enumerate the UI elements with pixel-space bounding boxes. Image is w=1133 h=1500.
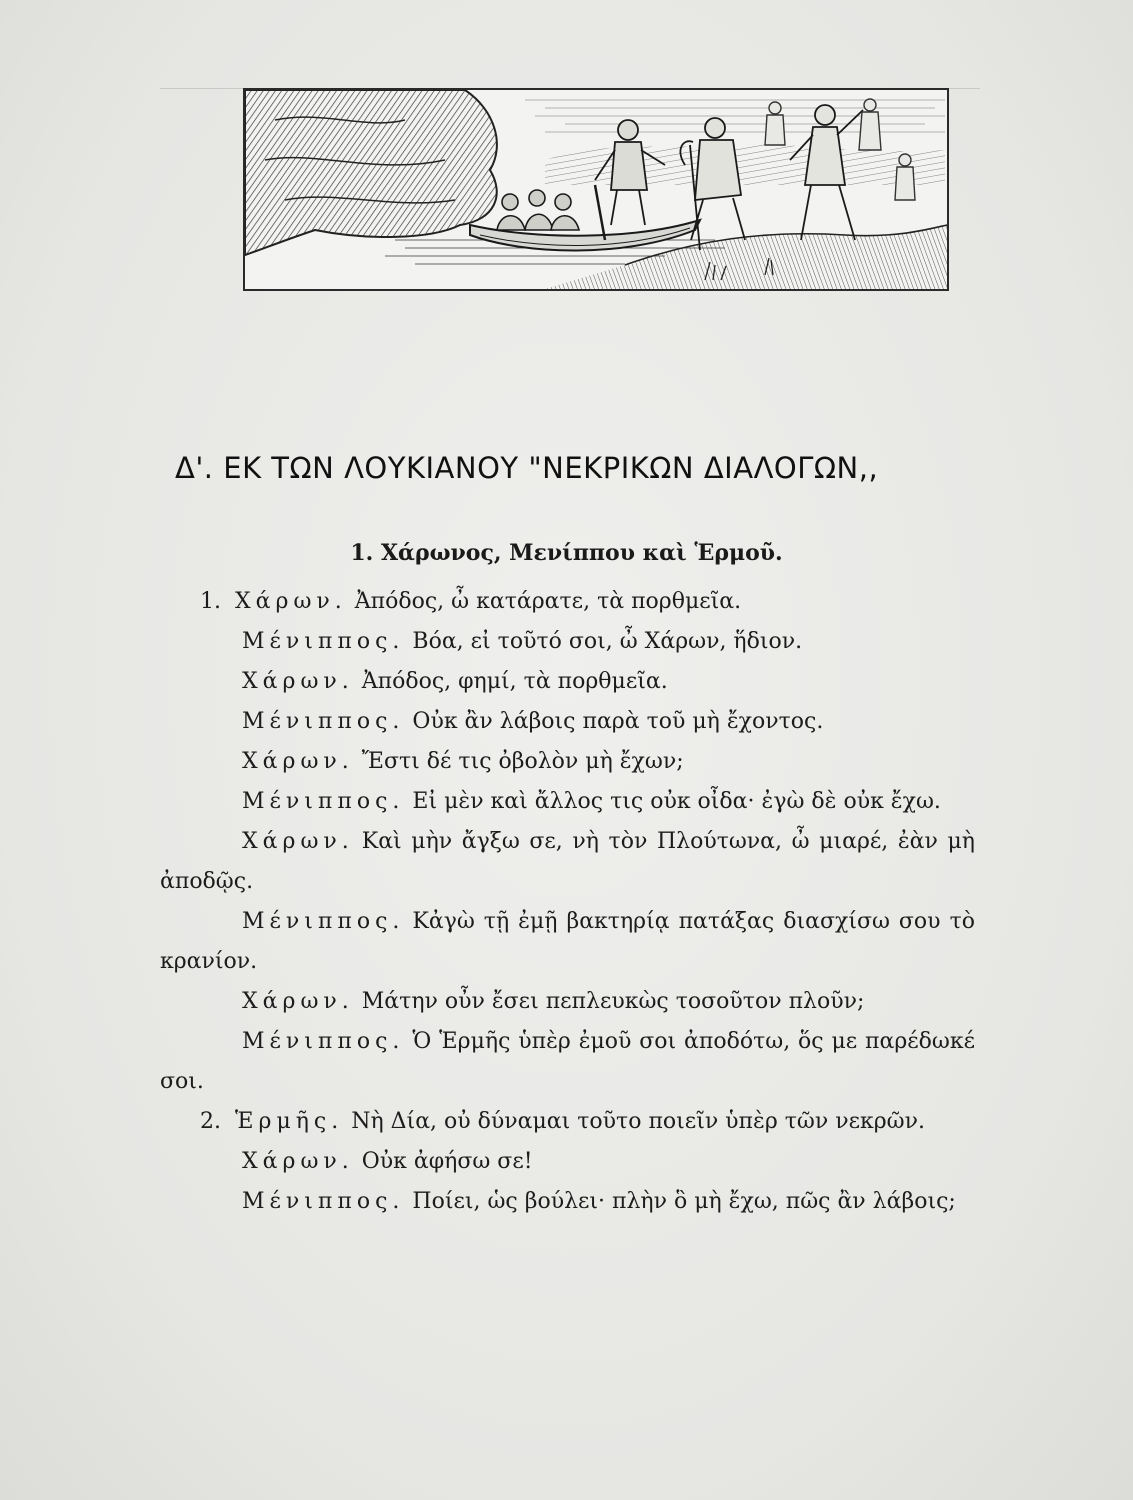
speaker-name: Χάρων. (242, 749, 354, 774)
speech-text: Μάτην οὖν ἔσει πεπλευκὼς τοσοῦτον πλοῦν; (361, 989, 865, 1014)
illustration-vignette (243, 88, 949, 291)
charon-boat-engraving-icon (245, 90, 947, 289)
speaker-name: Χάρων. (242, 829, 354, 854)
dialogue-line (160, 1142, 975, 1182)
dialogue-line (160, 1182, 975, 1222)
speaker-name: Χάρων. (242, 1149, 354, 1174)
speech-text: Βόα, εἰ τοῦτό σοι, ὦ Χάρων, ἥδιον. (412, 629, 803, 654)
speech-text: Καὶ μὴν ἄγξω σε, νὴ τὸν Πλούτωνα, ὦ μιαρέ, ἐὰν μὴ ἀποδῷς. (160, 829, 975, 894)
speech-text: Ὁ Ἑρμῆς ὑπὲρ ἐμοῦ σοι ἀποδότω, ὅς με παρέδωκέ σοι. (160, 1029, 975, 1094)
speech-text: Εἰ μὲν καὶ ἄλλος τις οὐκ οἶδα· ἐγὼ δὲ οὐκ ἔχω. (412, 789, 941, 814)
dialogue-line (160, 742, 975, 782)
speech-text: Ἀπόδος, φημί, τὰ πορθμεῖα. (361, 669, 668, 694)
speech-text: Οὐκ ἀφήσω σε! (361, 1149, 533, 1174)
speaker-name: Μένιππος. (242, 789, 405, 814)
speaker-name: Ἑρμῆς. (235, 1109, 344, 1134)
dialogue-line (160, 622, 975, 662)
speech-text: Νὴ Δία, οὐ δύναμαι τοῦτο ποιεῖν ὑπὲρ τῶν νεκρῶν. (351, 1109, 925, 1134)
dialogue-line (160, 782, 975, 822)
speaker-name: Μένιππος. (242, 909, 405, 934)
speaker-name: Μένιππος. (242, 629, 405, 654)
paragraph-number: 1. (200, 589, 221, 614)
speech-text: Κἀγὼ τῇ ἐμῇ βακτηρίᾳ πατάξας διασχίσω σου τὸ κρανίον. (160, 909, 975, 974)
section-heading: 1. Χάρωνος, Μενίππου καὶ Ἑρμοῦ. (350, 540, 783, 566)
speech-text: Ἔστι δέ τις ὀβολὸν μὴ ἔχων; (361, 749, 684, 774)
speech-text: Οὐκ ἂν λάβοις παρὰ τοῦ μὴ ἔχοντος. (412, 709, 824, 734)
dialogue-text (160, 582, 975, 1222)
speaker-name: Μένιππος. (242, 1029, 405, 1054)
dialogue-line (160, 982, 975, 1022)
dialogue-line (160, 1102, 975, 1142)
dialogue-line (160, 822, 975, 902)
dialogue-line (160, 902, 975, 982)
dialogue-line (160, 662, 975, 702)
dialogue-line (160, 582, 975, 622)
speech-text: Ἀπόδος, ὦ κατάρατε, τὰ πορθμεῖα. (354, 589, 742, 614)
speaker-name: Χάρων. (242, 989, 354, 1014)
paragraph-number: 2. (200, 1109, 221, 1134)
speaker-name: Μένιππος. (242, 1189, 405, 1214)
chapter-heading: Δ'. ΕΚ ΤΩΝ ΛΟΥΚΙΑΝΟΥ "ΝΕΚΡΙΚΩΝ ΔΙΑΛΟΓΩΝ,, (175, 451, 879, 485)
speaker-name: Μένιππος. (242, 709, 405, 734)
speaker-name: Χάρων. (242, 669, 354, 694)
dialogue-line (160, 1022, 975, 1102)
dialogue-line (160, 702, 975, 742)
speech-text: Ποίει, ὡς βούλει· πλὴν ὃ μὴ ἔχω, πῶς ἂν λάβοις; (412, 1189, 956, 1214)
speaker-name: Χάρων. (235, 589, 347, 614)
